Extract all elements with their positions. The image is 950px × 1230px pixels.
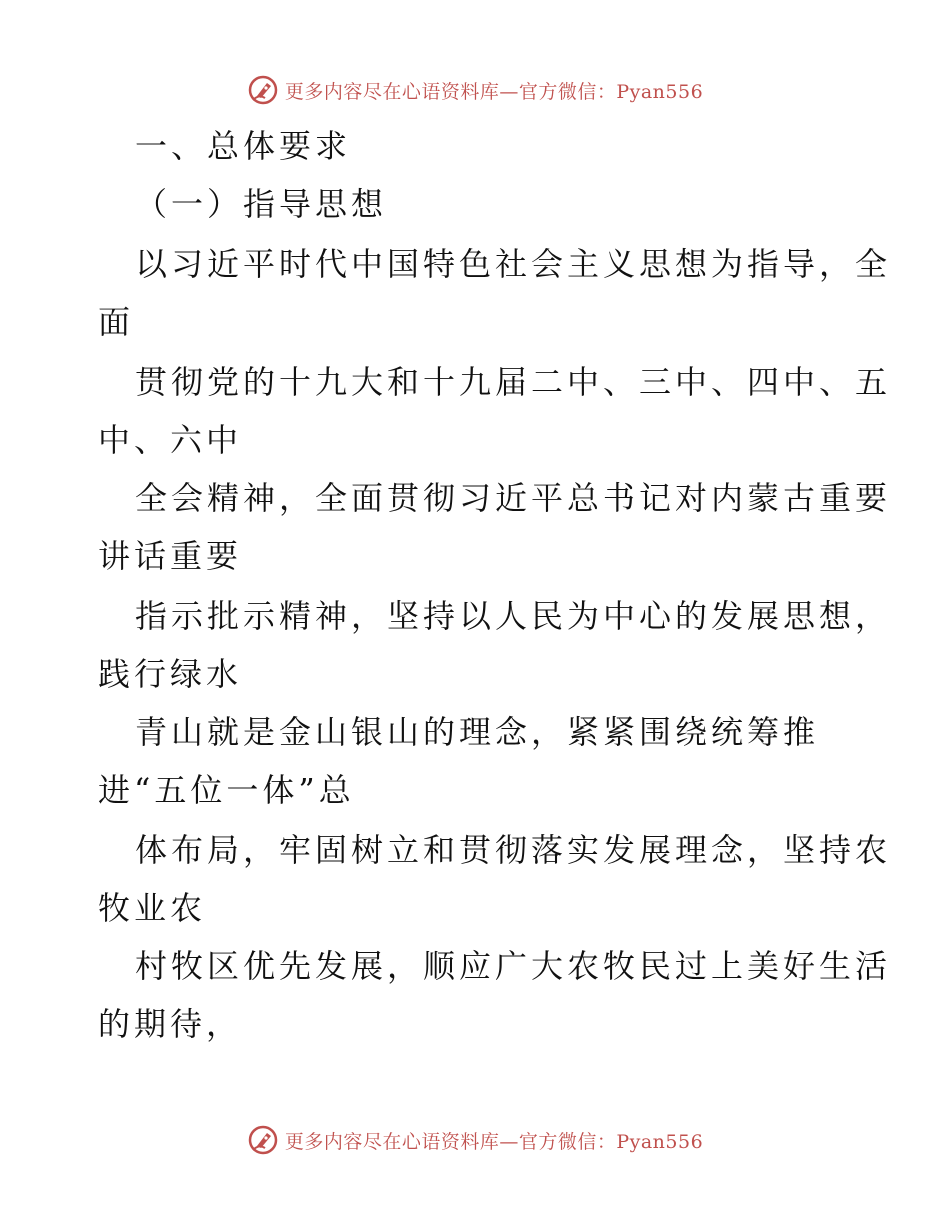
- header-watermark-text: 更多内容尽在心语资料库—官方微信：Pyan556: [284, 80, 704, 103]
- paragraph-line: 牧业农: [98, 889, 207, 927]
- paragraph-line: 全会精神，全面贯彻习近平总书记对内蒙古重要: [135, 479, 892, 517]
- paragraph-line: 践行绿水: [98, 655, 243, 693]
- footer-watermark-banner: [0, 1120, 950, 1160]
- subsection-heading: （一）指导思想: [135, 185, 388, 223]
- paragraph-line: 指示批示精神，坚持以人民为中心的发展思想，: [135, 597, 892, 635]
- paragraph-line: 中、六中: [98, 421, 243, 459]
- paragraph-line: 以习近平时代中国特色社会主义思想为指导，全: [135, 245, 892, 283]
- paragraph-line: 的期待，: [98, 1005, 243, 1043]
- header-watermark-banner: [0, 70, 950, 110]
- paragraph-line: 面: [98, 303, 135, 341]
- footer-watermark-text: 更多内容尽在心语资料库—官方微信：Pyan556: [284, 1130, 704, 1153]
- paragraph-line: 村牧区优先发展，顺应广大农牧民过上美好生活: [135, 947, 892, 985]
- paragraph-line: 进“五位一体”总: [98, 771, 355, 809]
- pen-nib-logo-icon: [247, 1124, 279, 1156]
- paragraph-line: 体布局，牢固树立和贯彻落实发展理念，坚持农: [135, 831, 892, 869]
- section-heading: 一、总体要求: [135, 127, 352, 165]
- pen-nib-logo-icon: [247, 74, 279, 106]
- paragraph-line: 青山就是金山银山的理念，紧紧围绕统筹推: [135, 713, 820, 751]
- paragraph-line: 贯彻党的十九大和十九届二中、三中、四中、五: [135, 363, 892, 401]
- paragraph-line: 讲话重要: [98, 537, 243, 575]
